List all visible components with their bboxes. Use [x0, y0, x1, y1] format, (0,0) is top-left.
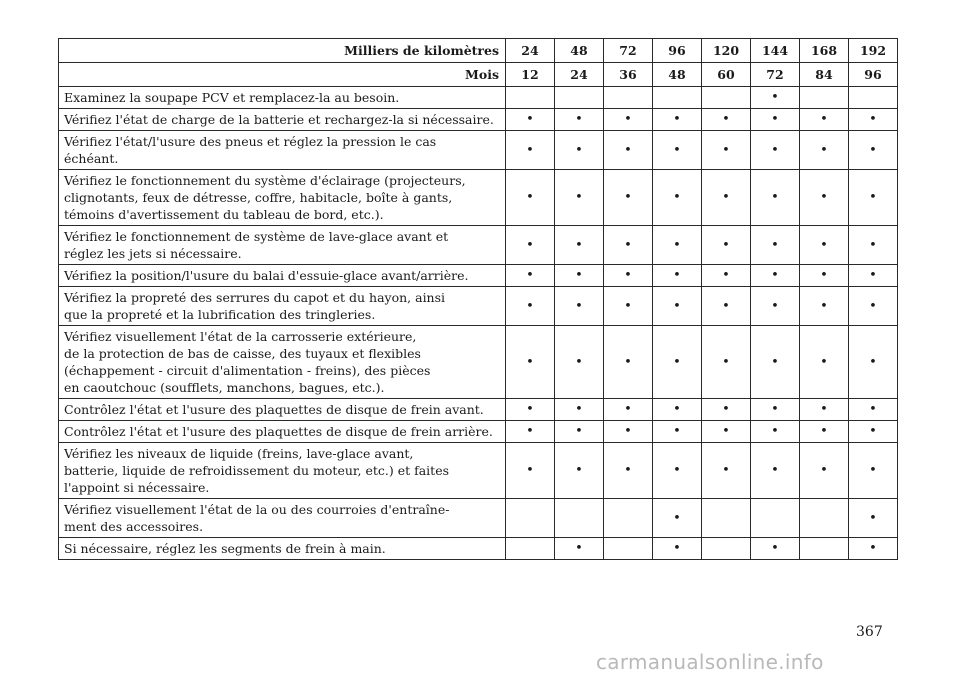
interval-cell — [506, 538, 555, 560]
service-marker: • — [526, 463, 534, 478]
interval-cell — [751, 287, 800, 326]
interval-cell — [751, 87, 800, 109]
interval-cell — [702, 226, 751, 265]
interval-cell — [555, 287, 604, 326]
service-marker: • — [722, 298, 730, 314]
table-row — [59, 538, 898, 560]
service-marker: • — [771, 424, 779, 439]
interval-cell — [555, 109, 604, 131]
service-marker: • — [820, 268, 828, 283]
service-marker: • — [722, 268, 730, 283]
interval-cell — [751, 326, 800, 399]
service-marker: • — [820, 142, 828, 158]
interval-cell — [653, 399, 702, 421]
months-header-cell: 36 — [604, 63, 653, 87]
service-marker: • — [820, 402, 828, 417]
service-marker: • — [575, 142, 583, 158]
interval-cell — [506, 226, 555, 265]
service-marker: • — [624, 402, 632, 417]
interval-cell — [506, 399, 555, 421]
task-description: Vérifiez la propreté des serrures du capot et du hayon, ainsi que la propreté et la lubrification des tringleries. — [59, 287, 506, 326]
task-description: Vérifiez l'état/l'usure des pneus et réglez la pression le cas échéant. — [59, 131, 506, 170]
months-header-cell: 12 — [506, 63, 555, 87]
interval-cell — [604, 170, 653, 226]
interval-cell — [506, 443, 555, 499]
service-marker: • — [575, 298, 583, 314]
service-marker: • — [673, 190, 681, 205]
service-marker: • — [673, 541, 681, 556]
interval-cell — [800, 265, 849, 287]
service-marker: • — [673, 237, 681, 253]
interval-cell — [604, 399, 653, 421]
service-marker: • — [624, 190, 632, 205]
service-marker: • — [771, 298, 779, 314]
interval-cell — [800, 499, 849, 538]
interval-cell — [849, 170, 898, 226]
interval-cell — [653, 170, 702, 226]
interval-cell — [702, 170, 751, 226]
months-header-cell: 72 — [751, 63, 800, 87]
interval-cell — [604, 87, 653, 109]
interval-cell — [702, 326, 751, 399]
interval-cell — [800, 421, 849, 443]
months-header-cell: 84 — [800, 63, 849, 87]
task-description: Vérifiez le fonctionnement du système d'éclairage (projecteurs, clignotants, feux de détresse, coffre, habitacle, boîte à gants, témoins d'avertissement du tableau de bord, etc.). — [59, 170, 506, 226]
interval-cell — [751, 265, 800, 287]
interval-cell — [604, 538, 653, 560]
service-marker: • — [673, 402, 681, 417]
interval-cell — [849, 443, 898, 499]
interval-cell — [800, 109, 849, 131]
interval-cell — [800, 399, 849, 421]
interval-cell — [604, 109, 653, 131]
months-header-cell: 48 — [653, 63, 702, 87]
table-row — [59, 131, 898, 170]
table-row — [59, 265, 898, 287]
interval-cell — [604, 226, 653, 265]
interval-cell — [800, 326, 849, 399]
service-marker: • — [869, 190, 877, 205]
interval-cell — [604, 499, 653, 538]
interval-cell — [653, 131, 702, 170]
interval-cell — [751, 226, 800, 265]
interval-cell — [751, 399, 800, 421]
service-marker: • — [869, 354, 877, 370]
interval-cell — [653, 109, 702, 131]
service-marker: • — [673, 142, 681, 158]
service-marker: • — [673, 510, 681, 526]
service-marker: • — [575, 463, 583, 478]
service-marker: • — [771, 90, 779, 105]
interval-cell — [653, 443, 702, 499]
service-marker: • — [820, 354, 828, 370]
table-row — [59, 287, 898, 326]
interval-cell — [555, 499, 604, 538]
service-marker: • — [624, 354, 632, 370]
service-marker: • — [575, 402, 583, 417]
interval-cell — [702, 499, 751, 538]
task-description: Si nécessaire, réglez les segments de frein à main. — [59, 538, 506, 560]
interval-cell — [751, 443, 800, 499]
table-row — [59, 170, 898, 226]
interval-cell — [702, 265, 751, 287]
service-marker: • — [526, 142, 534, 158]
interval-cell — [751, 421, 800, 443]
interval-cell — [849, 421, 898, 443]
service-marker: • — [869, 142, 877, 158]
km-header-cell: 192 — [849, 39, 898, 63]
interval-cell — [800, 226, 849, 265]
interval-cell — [653, 87, 702, 109]
interval-cell — [751, 499, 800, 538]
interval-cell — [653, 226, 702, 265]
service-marker: • — [771, 541, 779, 556]
service-marker: • — [869, 541, 877, 556]
interval-cell — [849, 131, 898, 170]
interval-cell — [555, 538, 604, 560]
service-marker: • — [575, 112, 583, 127]
interval-cell — [849, 109, 898, 131]
service-marker: • — [673, 463, 681, 478]
service-marker: • — [771, 463, 779, 478]
service-marker: • — [869, 402, 877, 417]
table-row — [59, 499, 898, 538]
service-marker: • — [771, 237, 779, 253]
watermark: carmanualsonline.info — [596, 650, 824, 674]
service-marker: • — [869, 463, 877, 478]
months-header-row — [59, 63, 898, 87]
interval-cell — [751, 131, 800, 170]
service-marker: • — [869, 268, 877, 283]
service-marker: • — [722, 424, 730, 439]
interval-cell — [653, 538, 702, 560]
interval-cell — [849, 538, 898, 560]
service-marker: • — [673, 424, 681, 439]
km-header-cell: 24 — [506, 39, 555, 63]
months-header-cell: 60 — [702, 63, 751, 87]
interval-cell — [800, 170, 849, 226]
interval-cell — [800, 87, 849, 109]
service-marker: • — [526, 190, 534, 205]
interval-cell — [604, 131, 653, 170]
service-marker: • — [624, 268, 632, 283]
service-marker: • — [722, 237, 730, 253]
interval-cell — [604, 265, 653, 287]
km-header-cell: 96 — [653, 39, 702, 63]
service-marker: • — [771, 354, 779, 370]
service-marker: • — [624, 463, 632, 478]
service-marker: • — [575, 541, 583, 556]
interval-cell — [849, 499, 898, 538]
service-marker: • — [722, 190, 730, 205]
interval-cell — [653, 326, 702, 399]
interval-cell — [653, 265, 702, 287]
interval-cell — [653, 499, 702, 538]
km-header-cell: 120 — [702, 39, 751, 63]
service-marker: • — [575, 424, 583, 439]
interval-cell — [702, 443, 751, 499]
service-marker: • — [771, 402, 779, 417]
task-description: Vérifiez visuellement l'état de la ou des courroies d'entraîne- ment des accessoires. — [59, 499, 506, 538]
interval-cell — [702, 87, 751, 109]
table-row — [59, 226, 898, 265]
interval-cell — [555, 87, 604, 109]
table-row — [59, 326, 898, 399]
interval-cell — [800, 443, 849, 499]
table-row — [59, 109, 898, 131]
task-description: Contrôlez l'état et l'usure des plaquettes de disque de frein arrière. — [59, 421, 506, 443]
interval-cell — [751, 538, 800, 560]
table-row — [59, 87, 898, 109]
interval-cell — [604, 326, 653, 399]
km-header-label: Milliers de kilomètres — [59, 39, 506, 63]
interval-cell — [555, 226, 604, 265]
interval-cell — [849, 287, 898, 326]
interval-cell — [800, 287, 849, 326]
km-header-cell: 72 — [604, 39, 653, 63]
months-header-label: Mois — [59, 63, 506, 87]
service-marker: • — [624, 142, 632, 158]
km-header-cell: 144 — [751, 39, 800, 63]
interval-cell — [555, 421, 604, 443]
service-marker: • — [575, 268, 583, 283]
service-marker: • — [771, 142, 779, 158]
interval-cell — [506, 87, 555, 109]
service-marker: • — [771, 112, 779, 127]
service-marker: • — [526, 237, 534, 253]
service-marker: • — [526, 354, 534, 370]
service-marker: • — [722, 354, 730, 370]
service-marker: • — [575, 237, 583, 253]
service-marker: • — [526, 268, 534, 283]
interval-cell — [849, 226, 898, 265]
service-marker: • — [869, 237, 877, 253]
interval-cell — [849, 399, 898, 421]
task-description: Contrôlez l'état et l'usure des plaquettes de disque de frein avant. — [59, 399, 506, 421]
task-description: Examinez la soupape PCV et remplacez-la au besoin. — [59, 87, 506, 109]
task-description: Vérifiez visuellement l'état de la carrosserie extérieure, de la protection de bas de caisse, des tuyaux et flexibles (échappement - circuit d'alimentation - freins), des pièces en caoutchouc (soufflets, manchons, bagues, etc.). — [59, 326, 506, 399]
table-row — [59, 399, 898, 421]
interval-cell — [555, 170, 604, 226]
months-header-cell: 96 — [849, 63, 898, 87]
service-marker: • — [575, 190, 583, 205]
task-description: Vérifiez le fonctionnement de système de lave-glace avant et réglez les jets si nécessaire. — [59, 226, 506, 265]
service-marker: • — [869, 424, 877, 439]
task-description: Vérifiez l'état de charge de la batterie et rechargez-la si nécessaire. — [59, 109, 506, 131]
task-description: Vérifiez les niveaux de liquide (freins, lave-glace avant, batterie, liquide de refroidissement du moteur, etc.) et faites l'appoint si nécessaire. — [59, 443, 506, 499]
interval-cell — [555, 443, 604, 499]
maintenance-schedule-table — [58, 38, 898, 560]
service-marker: • — [869, 510, 877, 526]
service-marker: • — [722, 142, 730, 158]
interval-cell — [702, 109, 751, 131]
interval-cell — [506, 326, 555, 399]
months-header-cell: 24 — [555, 63, 604, 87]
service-marker: • — [869, 112, 877, 127]
interval-cell — [849, 87, 898, 109]
interval-cell — [653, 421, 702, 443]
service-marker: • — [673, 268, 681, 283]
service-marker: • — [624, 298, 632, 314]
interval-cell — [506, 499, 555, 538]
service-marker: • — [820, 190, 828, 205]
km-header-cell: 48 — [555, 39, 604, 63]
interval-cell — [506, 131, 555, 170]
service-marker: • — [722, 402, 730, 417]
service-marker: • — [624, 112, 632, 127]
service-marker: • — [820, 424, 828, 439]
service-marker: • — [526, 402, 534, 417]
service-marker: • — [526, 424, 534, 439]
interval-cell — [555, 131, 604, 170]
interval-cell — [506, 109, 555, 131]
interval-cell — [604, 287, 653, 326]
service-marker: • — [771, 190, 779, 205]
service-marker: • — [673, 298, 681, 314]
interval-cell — [506, 421, 555, 443]
interval-cell — [604, 443, 653, 499]
service-marker: • — [722, 112, 730, 127]
interval-cell — [506, 287, 555, 326]
interval-cell — [555, 399, 604, 421]
interval-cell — [702, 421, 751, 443]
service-marker: • — [869, 298, 877, 314]
km-header-cell: 168 — [800, 39, 849, 63]
interval-cell — [800, 131, 849, 170]
interval-cell — [555, 326, 604, 399]
table-row — [59, 443, 898, 499]
service-marker: • — [820, 237, 828, 253]
service-marker: • — [771, 268, 779, 283]
interval-cell — [653, 287, 702, 326]
interval-cell — [849, 326, 898, 399]
task-description: Vérifiez la position/l'usure du balai d'essuie-glace avant/arrière. — [59, 265, 506, 287]
interval-cell — [604, 421, 653, 443]
interval-cell — [702, 287, 751, 326]
service-marker: • — [673, 354, 681, 370]
service-marker: • — [575, 354, 583, 370]
service-marker: • — [820, 463, 828, 478]
service-marker: • — [624, 424, 632, 439]
service-marker: • — [673, 112, 681, 127]
interval-cell — [506, 265, 555, 287]
interval-cell — [751, 109, 800, 131]
interval-cell — [702, 131, 751, 170]
interval-cell — [849, 265, 898, 287]
service-marker: • — [624, 237, 632, 253]
page-number: 367 — [856, 624, 883, 640]
interval-cell — [751, 170, 800, 226]
service-marker: • — [526, 298, 534, 314]
interval-cell — [555, 265, 604, 287]
km-header-row — [59, 39, 898, 63]
interval-cell — [506, 170, 555, 226]
service-marker: • — [820, 298, 828, 314]
service-marker: • — [820, 112, 828, 127]
interval-cell — [702, 538, 751, 560]
service-marker: • — [722, 463, 730, 478]
service-marker: • — [526, 112, 534, 127]
table-row — [59, 421, 898, 443]
interval-cell — [702, 399, 751, 421]
interval-cell — [800, 538, 849, 560]
